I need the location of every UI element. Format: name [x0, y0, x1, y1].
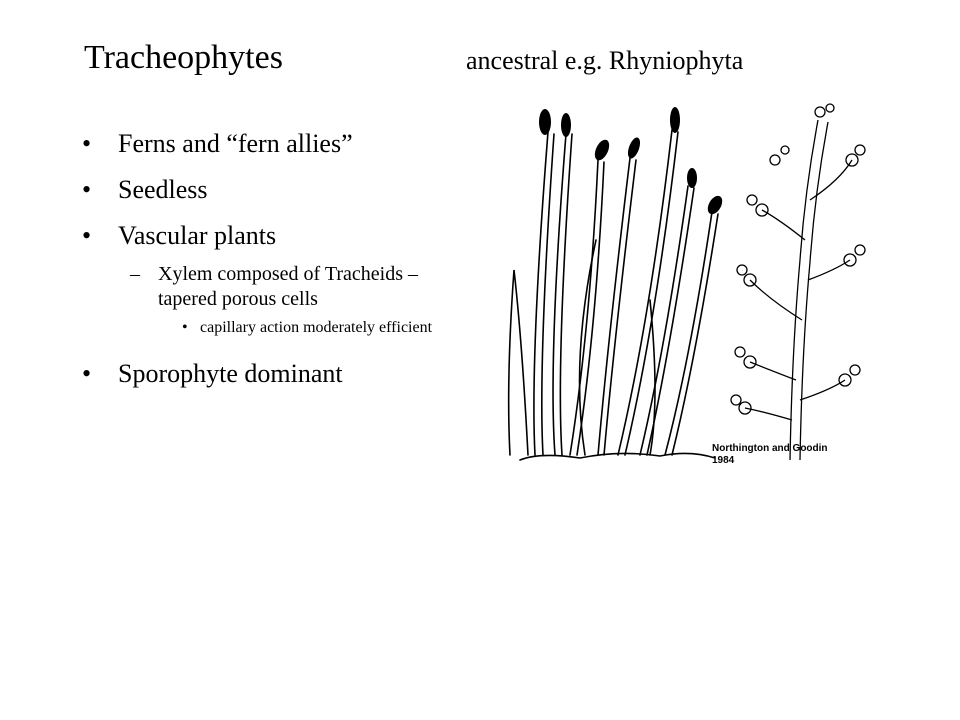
plant-drawing	[500, 100, 880, 480]
bullet-sporophyte	[82, 358, 482, 390]
bullet-marker: •	[82, 129, 92, 158]
sub-bullet-xylem	[82, 262, 468, 312]
slide-subtitle: ancestral e.g. Rhyniophyta	[466, 46, 744, 75]
slide-title: Tracheophytes	[84, 39, 283, 76]
sub-bullet-text: Xylem composed of Tracheids – tapered porous cells	[158, 263, 418, 310]
bullet-list	[82, 128, 482, 404]
bullet-marker: •	[82, 221, 92, 250]
bullet-seedless	[82, 174, 482, 206]
bullet-marker: •	[82, 175, 92, 204]
credit-authors: Northington and Goodin	[712, 443, 828, 454]
bullet-marker: •	[82, 359, 92, 388]
rhynia-stems	[509, 130, 718, 460]
bullet-text: Vascular plants	[118, 221, 277, 250]
bullet-text: Sporophyte dominant	[118, 359, 343, 388]
rhyniophyta-illustration	[500, 100, 880, 480]
bullet-text: Seedless	[118, 175, 208, 204]
bullet-vascular	[82, 220, 482, 252]
credit-year: 1984	[712, 455, 735, 466]
sub-sub-bullet-marker: •	[182, 319, 188, 336]
bullet-ferns	[82, 128, 482, 160]
branching-plant	[731, 104, 865, 460]
bullet-text: Ferns and “fern allies”	[118, 129, 353, 158]
sub-sub-bullet-capillary	[82, 318, 460, 338]
sub-sub-bullet-text: capillary action moderately efficient	[200, 319, 433, 336]
sub-bullet-marker: –	[130, 263, 140, 285]
figure-credit	[712, 443, 852, 467]
